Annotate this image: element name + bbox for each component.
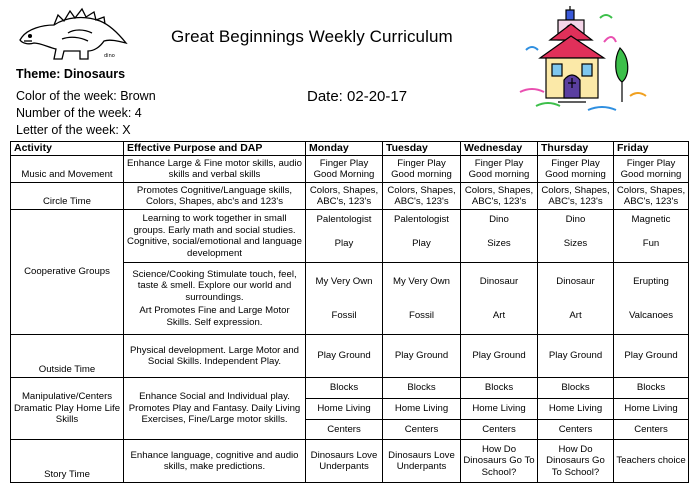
purpose-cooperative-1: Learning to work together in small groups. Early math and social studies. Cognitive, social/emotional and language development: [124, 210, 306, 263]
svg-text:dino: dino: [104, 53, 115, 59]
curriculum-table: [10, 141, 689, 483]
header-tuesday: Tuesday: [383, 142, 461, 156]
table-row: [11, 335, 689, 378]
music-wednesday: Finger Play Good morning: [461, 156, 538, 183]
coop-text: Dino: [489, 214, 509, 225]
blocks-monday: Blocks: [306, 378, 383, 399]
header-monday: Monday: [306, 142, 383, 156]
outside-monday: Play Ground: [306, 335, 383, 378]
story-thursday: How Do Dinosaurs Go To School?: [538, 440, 614, 483]
table-row: [11, 210, 689, 263]
circle-wednesday: Colors, Shapes, ABC's, 123's: [461, 183, 538, 210]
purpose-cooperative-2: [124, 263, 306, 335]
music-friday: Finger Play Good morning: [614, 156, 689, 183]
centers-wednesday: Centers: [461, 420, 538, 440]
outside-friday: Play Ground: [614, 335, 689, 378]
music-monday: Finger Play Good Morning: [306, 156, 383, 183]
home-thursday: Home Living: [538, 399, 614, 420]
letter-of-week: Letter of the week: X: [16, 123, 131, 137]
purpose-music: Enhance Large & Fine motor skills, audio skills and verbal skills: [124, 156, 306, 183]
coop-text: Dinosaur: [556, 276, 595, 287]
page-title: Great Beginnings Weekly Curriculum: [171, 27, 453, 46]
coop-tuesday-lower: [383, 263, 461, 335]
coop-monday-lower: [306, 263, 383, 335]
activity-manipulative: Manipulative/Centers Dramatic Play Home Life Skills: [11, 378, 124, 440]
blocks-wednesday: Blocks: [461, 378, 538, 399]
coop-text: Erupting: [633, 276, 669, 287]
story-friday: Teachers choice: [614, 440, 689, 483]
table-row: [11, 440, 689, 483]
header-friday: Friday: [614, 142, 689, 156]
activity-story: Story Time: [11, 440, 124, 483]
purpose-science: Science/Cooking Stimulate touch, feel, taste & smell. Explore our world and surroundings.: [132, 268, 297, 303]
coop-text: Play: [412, 237, 431, 249]
story-monday: Dinosaurs Love Underpants: [306, 440, 383, 483]
home-friday: Home Living: [614, 399, 689, 420]
blocks-friday: Blocks: [614, 378, 689, 399]
coop-friday-lower: [614, 263, 689, 335]
header-purpose: Effective Purpose and DAP: [124, 142, 306, 156]
coop-text: Palentologist: [316, 214, 372, 225]
music-tuesday: Finger Play Good morning: [383, 156, 461, 183]
color-of-week: Color of the week: Brown: [16, 89, 156, 103]
activity-circle: Circle Time: [11, 183, 124, 210]
blocks-thursday: Blocks: [538, 378, 614, 399]
coop-wednesday-lower: [461, 263, 538, 335]
coop-text: Palentologist: [394, 214, 449, 225]
coop-text: Play: [334, 237, 354, 249]
centers-tuesday: Centers: [383, 420, 461, 440]
table-row: [11, 378, 689, 399]
purpose-story: Enhance language, cognitive and audio skills, make predictions.: [124, 440, 306, 483]
home-tuesday: Home Living: [383, 399, 461, 420]
circle-thursday: Colors, Shapes, ABC's, 123's: [538, 183, 614, 210]
date-label: Date: 02-20-17: [307, 88, 408, 105]
coop-text: Valcanoes: [628, 309, 674, 321]
coop-text: Magnetic: [631, 214, 671, 225]
circle-friday: Colors, Shapes, ABC's, 123's: [614, 183, 689, 210]
coop-text: Sizes: [487, 237, 511, 249]
activity-outside: Outside Time: [11, 335, 124, 378]
circle-tuesday: Colors, Shapes, ABC's, 123's: [383, 183, 461, 210]
header-row: [11, 142, 689, 156]
coop-text: Art: [492, 309, 506, 321]
centers-thursday: Centers: [538, 420, 614, 440]
outside-thursday: Play Ground: [538, 335, 614, 378]
table-row: [11, 156, 689, 183]
header-thursday: Thursday: [538, 142, 614, 156]
story-tuesday: Dinosaurs Love Underpants: [383, 440, 461, 483]
coop-text: My Very Own: [315, 276, 373, 287]
coop-thursday-upper: [538, 210, 614, 263]
coop-wednesday-upper: [461, 210, 538, 263]
coop-text: Dino: [565, 214, 586, 225]
story-wednesday: How Do Dinosaurs Go To School?: [461, 440, 538, 483]
purpose-circle: Promotes Cognitive/Language skills, Colors, Shapes, abc's and 123's: [124, 183, 306, 210]
coop-text: Art: [569, 309, 582, 321]
centers-monday: Centers: [306, 420, 383, 440]
coop-text: Sizes: [563, 237, 588, 249]
coop-text: Fun: [642, 237, 660, 249]
coop-monday-upper: [306, 210, 383, 263]
header-activity: Activity: [11, 142, 124, 156]
purpose-outside: Physical development. Large Motor and Social Skills. Independent Play.: [124, 335, 306, 378]
outside-wednesday: Play Ground: [461, 335, 538, 378]
coop-text: Dinosaur: [479, 276, 519, 287]
home-monday: Home Living: [306, 399, 383, 420]
schoolhouse-illustration: [518, 6, 648, 118]
theme-label: Theme: Dinosaurs: [16, 67, 126, 81]
coop-text: Fossil: [408, 309, 435, 321]
activity-cooperative: Cooperative Groups: [11, 210, 124, 335]
dinosaur-illustration: [14, 3, 132, 63]
table-row: [11, 183, 689, 210]
header-wednesday: Wednesday: [461, 142, 538, 156]
centers-friday: Centers: [614, 420, 689, 440]
coop-tuesday-upper: [383, 210, 461, 263]
coop-text: My Very Own: [392, 276, 451, 287]
music-thursday: Finger Play Good morning: [538, 156, 614, 183]
activity-music: Music and Movement: [11, 156, 124, 183]
purpose-art: Art Promotes Fine and Large Motor Skills. Self expression.: [139, 305, 290, 328]
home-wednesday: Home Living: [461, 399, 538, 420]
purpose-manipulative: Enhance Social and Individual play. Promotes Play and Fantasy. Daily Living Exercises, Fine/Large motor skills.: [124, 378, 306, 440]
coop-friday-upper: [614, 210, 689, 263]
circle-monday: Colors, Shapes, ABC's, 123's: [306, 183, 383, 210]
coop-thursday-lower: [538, 263, 614, 335]
blocks-tuesday: Blocks: [383, 378, 461, 399]
coop-text: Fossil: [331, 309, 357, 321]
number-of-week: Number of the week: 4: [16, 106, 142, 120]
outside-tuesday: Play Ground: [383, 335, 461, 378]
